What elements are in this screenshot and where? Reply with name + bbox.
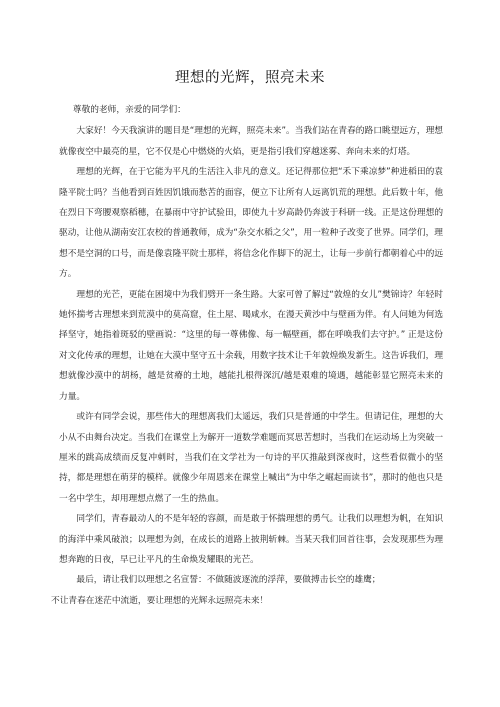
paragraph: 理想的光辉，在于它能为平凡的生活注入非凡的意义。还记得那位把“禾下乘凉梦”种进稻田的袁隆平院士吗？当他看到百姓因饥饿而愁苦的面容，便立下让所有人远离饥荒的理想。此后数十年，他在烈日下弯腰观察稻穗，在暴雨中守护试验田，即使九十岁高龄仍奔波于科研一线。正是这份理想的驱动，让他从湖南安江农校的普通教师，成为“杂交水稻之父”，用一粒种子改变了世界。同学们，理想不是空洞的口号，而是像袁隆平院士那样，将信念化作脚下的泥土，让每一步前行都朝着心中的远方。 [59,167,443,280]
document-title: 理想的光辉，照亮未来 [175,70,325,86]
paragraph: 最后，请让我们以理想之名宣誓：不做随波逐流的浮萍，要做搏击长空的雄鹰； [76,575,381,586]
salutation: 尊敬的老师，亲爱的同学们： [72,105,186,115]
closing-line: 不让青春在迷茫中流逝，要让理想的光辉永远照亮未来！ [51,595,269,606]
paragraph: 或许有同学会说，那些伟大的理想离我们太遥远，我们只是普通的中学生。但请记住，理想的大小从不由舞台决定。当我们在课堂上为解开一道数学难题而冥思苦想时，当我们在运动场上为突破一厘米的跳高成绩而反复冲刺时，当我们在文学社为一句诗的平仄推敲到深夜时，这些看似微小的坚持，都是理想在萌芽的模样。就像少年周恩来在课堂上喊出“为中华之崛起而读书”，那时的他也只是一名中学生，却用理想点燃了一生的热血。 [59,412,443,504]
paragraph: 大家好！今天我演讲的题目是“理想的光辉，照亮未来”。当我们站在青春的路口眺望远方，理想就像夜空中最亮的星，它不仅是心中燃烧的火焰，更是指引我们穿越迷雾、奔向未来的灯塔。 [59,126,443,157]
paragraph: 同学们，青春最动人的不是年轻的容颜，而是敢于怀揣理想的勇气。让我们以理想为帆，在知识的海洋中乘风破浪；以理想为剑，在成长的道路上披荆斩棘。当某天我们回首往事，会发现那些为理想奔跑的日夜，早已让平凡的生命焕发耀眼的光芒。 [59,514,443,565]
paragraph: 理想的光芒，更能在困境中为我们劈开一条生路。大家可曾了解过“敦煌的女儿”樊锦诗？年轻时她怀揣考古理想来到荒漠中的莫高窟，住土屋、喝咸水，在漫天黄沙中与壁画为伴。有人问她为何选择坚守，她指着斑驳的壁画说：“这里的每一尊佛像、每一幅壁画，都在呼唤我们去守护。” 正是这份对文化传承的理想，让她在大漠中坚守五十余载，用数字技术让千年敦煌焕发新生。这告诉我们，理想就像沙漠中的胡杨，越是贫瘠的土地，越能扎根得深沉/越是艰难的境遇，越能彰显它照亮未来的力量。 [59,289,443,402]
speech-body [51,100,443,611]
